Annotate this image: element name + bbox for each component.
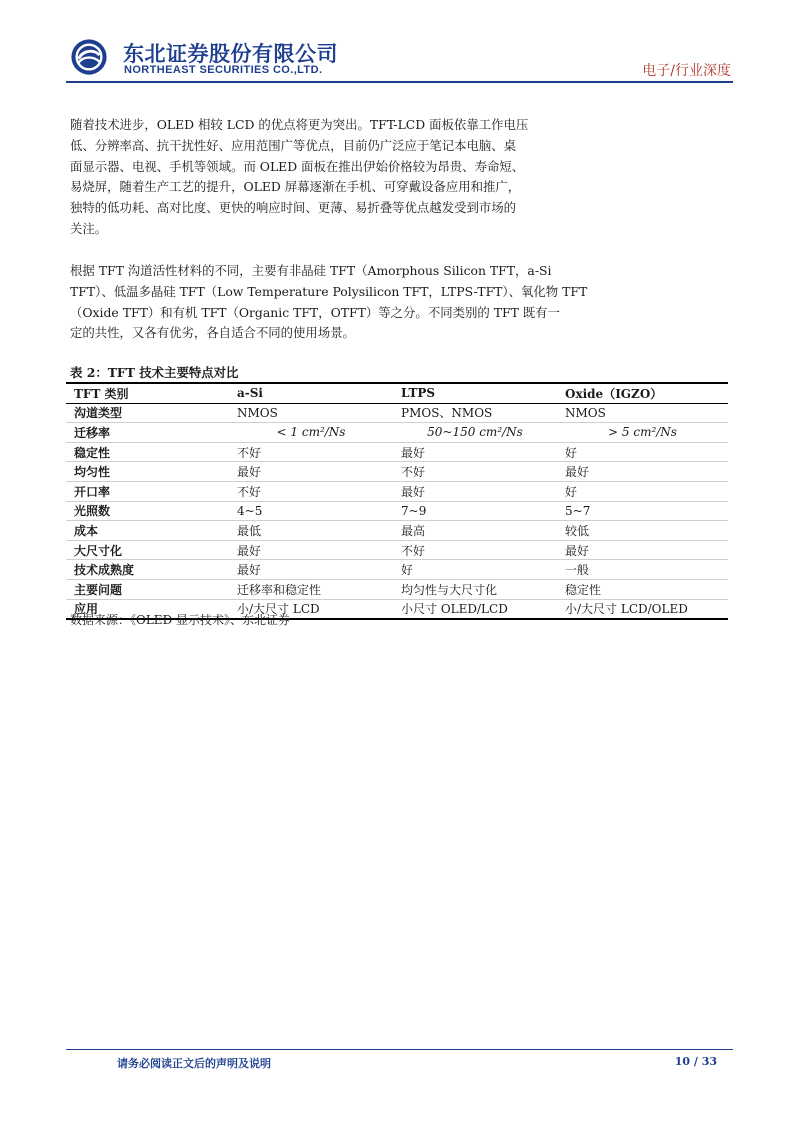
table-cell: 最好	[393, 481, 557, 501]
row-label: 稳定性	[66, 442, 229, 462]
table-cell: PMOS、NMOS	[393, 403, 557, 423]
table-cell: 不好	[393, 540, 557, 560]
row-label: 成本	[66, 521, 229, 541]
table-cell: 好	[557, 442, 728, 462]
header-cell: LTPS	[393, 383, 557, 403]
table-header-row	[66, 383, 728, 403]
table-row	[66, 521, 728, 541]
table-cell: < 1 cm²/Ns	[229, 423, 393, 443]
header-cell: a-Si	[229, 383, 393, 403]
footer-divider	[66, 1049, 733, 1050]
paragraph-line: 面显示器、电视、手机等领域。而 OLED 面板在推出伊始价格较为昂贵、寿命短、	[70, 158, 525, 174]
row-label: 技术成熟度	[66, 560, 229, 580]
table-cell: 4~5	[229, 501, 393, 521]
table-cell: 好	[557, 481, 728, 501]
company-name-en: NORTHEAST SECURITIES CO.,LTD.	[124, 64, 323, 76]
header-cell: Oxide（IGZO）	[557, 383, 728, 403]
table-row	[66, 579, 728, 599]
table-cell: 最好	[229, 462, 393, 482]
table-cell: 均匀性与大尺寸化	[393, 579, 557, 599]
row-label: 均匀性	[66, 462, 229, 482]
header-cell: TFT 类别	[66, 383, 229, 403]
table-cell: 不好	[229, 481, 393, 501]
table-row	[66, 442, 728, 462]
paragraph-line: 低、分辨率高、抗干扰性好、应用范围广等优点，目前仍广泛应于笔记本电脑、桌	[70, 137, 517, 153]
table-cell: 最好	[557, 462, 728, 482]
tft-comparison-table	[66, 382, 728, 620]
table-row	[66, 560, 728, 580]
table-caption: 表 2：TFT 技术主要特点对比	[70, 365, 239, 380]
table-cell: 最好	[557, 540, 728, 560]
table-cell: NMOS	[229, 403, 393, 423]
table-cell: 一般	[557, 560, 728, 580]
table-cell: 7~9	[393, 501, 557, 521]
paragraph-line: 易烧屏，随着生产工艺的提升，OLED 屏幕逐渐在手机、可穿戴设备应用和推广，	[70, 179, 521, 195]
table-cell: 最好	[229, 540, 393, 560]
table-row	[66, 501, 728, 521]
table-cell: 小/大尺寸 LCD/OLED	[557, 599, 728, 619]
table-cell: > 5 cm²/Ns	[557, 423, 728, 443]
row-label: 迁移率	[66, 423, 229, 443]
table-cell: 小尺寸 OLED/LCD	[393, 599, 557, 619]
company-name-cn: 东北证券股份有限公司	[123, 42, 338, 66]
row-label: 大尺寸化	[66, 540, 229, 560]
table-cell: 不好	[393, 462, 557, 482]
section-tag: 电子/行业深度	[642, 63, 731, 79]
table-cell: NMOS	[557, 403, 728, 423]
paragraph-line: 关注。	[70, 220, 108, 236]
table-cell: 不好	[229, 442, 393, 462]
table-cell: 小/大尺寸 LCD	[229, 599, 393, 619]
paragraph-line: （Oxide TFT）和有机 TFT（Organic TFT，OTFT）等之分。不同类别的 TFT 既有一	[70, 304, 560, 320]
footer-disclaimer: 请务必阅读正文后的声明及说明	[117, 1057, 271, 1070]
table-cell: 5~7	[557, 501, 728, 521]
row-label: 光照数	[66, 501, 229, 521]
table-cell: 迁移率和稳定性	[229, 579, 393, 599]
table-cell: 最好	[393, 442, 557, 462]
table-cell: 稳定性	[557, 579, 728, 599]
paragraph-line: 独特的低功耗、高对比度、更快的响应时间、更薄、易折叠等优点越发受到市场的	[70, 200, 517, 216]
table-source-note: 数据来源：《OLED 显示技术》、东北证券	[70, 613, 291, 627]
page-header	[66, 36, 733, 82]
row-label: 应用	[66, 599, 229, 619]
table-cell: 最高	[393, 521, 557, 541]
table-cell: 最好	[229, 560, 393, 580]
table-row	[66, 462, 728, 482]
paragraph-line: 定的共性，又各有优劣，各自适合不同的使用场景。	[70, 325, 355, 341]
paragraph-tft-types	[70, 261, 588, 344]
header-divider	[66, 81, 733, 83]
table-row	[66, 481, 728, 501]
paragraph-line: TFT）、低温多晶硅 TFT（Low Temperature Polysilicon TFT，LTPS-TFT）、氧化物 TFT	[70, 283, 588, 299]
paragraph-line: 根据 TFT 沟道活性材料的不同，主要有非晶硅 TFT（Amorphous Silicon TFT，a-Si	[70, 263, 552, 278]
paragraph-line: 随着技术进步，OLED 相较 LCD 的优点将更为突出。TFT-LCD 面板依靠工作电压	[70, 117, 529, 132]
table-row	[66, 403, 728, 423]
row-label: 沟道类型	[66, 403, 229, 423]
paragraph-oled-vs-lcd	[70, 115, 574, 240]
table-row	[66, 423, 728, 443]
page-number: 10 / 33	[674, 1055, 717, 1068]
table-cell: 较低	[557, 521, 728, 541]
table-cell: 50~150 cm²/Ns	[393, 423, 557, 443]
row-label: 主要问题	[66, 579, 229, 599]
table-cell: 最低	[229, 521, 393, 541]
table-cell: 好	[393, 560, 557, 580]
row-label: 开口率	[66, 481, 229, 501]
northeast-securities-logo-icon	[70, 38, 108, 76]
table-row	[66, 540, 728, 560]
